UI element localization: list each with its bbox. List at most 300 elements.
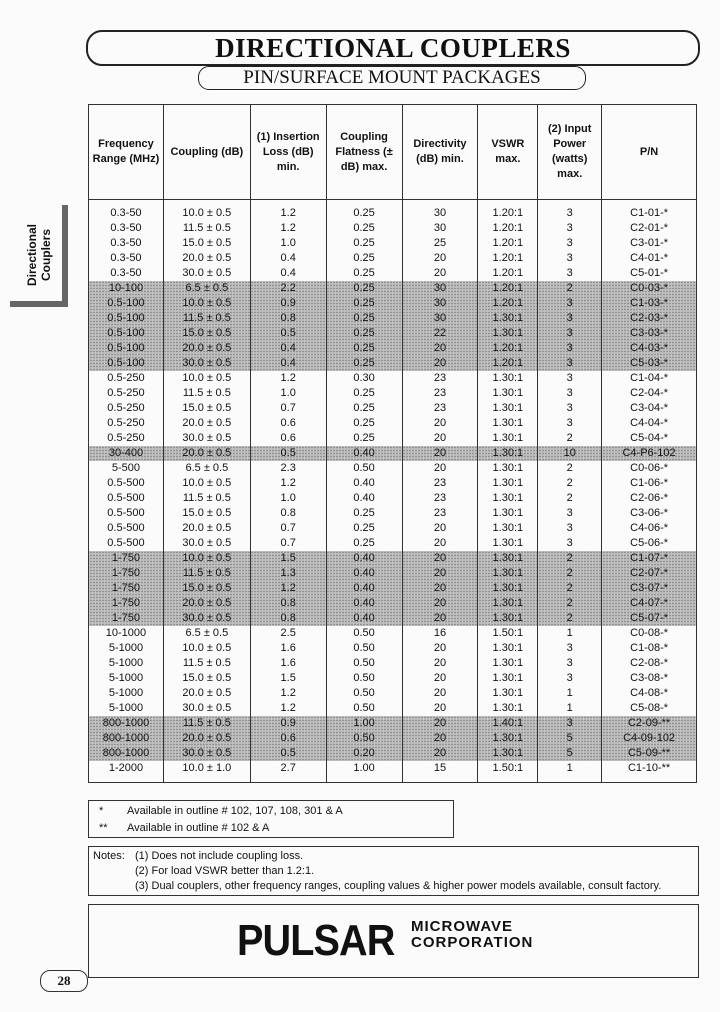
column-header: Coupling (dB) xyxy=(163,105,250,200)
vswr-cell: 1.50:1 xyxy=(478,626,538,641)
flatness-cell: 0.20 xyxy=(326,746,402,761)
flatness-cell: 0.25 xyxy=(326,221,402,236)
vswr-cell: 1.30:1 xyxy=(478,656,538,671)
table-row xyxy=(89,200,697,222)
directivity-cell: 20 xyxy=(402,251,478,266)
power-cell: 3 xyxy=(538,521,602,536)
company-logo-box xyxy=(88,904,699,978)
part-number-cell: C5-07-* xyxy=(602,611,697,626)
insertion-loss-cell: 1.2 xyxy=(250,221,326,236)
notes-label: Notes: xyxy=(93,850,125,862)
vswr-cell: 1.20:1 xyxy=(478,266,538,281)
vswr-cell: 1.30:1 xyxy=(478,311,538,326)
coupling-cell: 30.0 ± 0.5 xyxy=(163,431,250,446)
flatness-cell: 0.25 xyxy=(326,506,402,521)
power-cell: 3 xyxy=(538,536,602,551)
table-row xyxy=(89,596,697,611)
frequency-cell: 0.3-50 xyxy=(89,251,164,266)
coupling-cell: 11.5 ± 0.5 xyxy=(163,311,250,326)
coupling-cell: 10.0 ± 0.5 xyxy=(163,641,250,656)
flatness-cell: 0.25 xyxy=(326,401,402,416)
page-subtitle: PIN/SURFACE MOUNT PACKAGES xyxy=(198,66,586,90)
power-cell: 2 xyxy=(538,581,602,596)
table-body xyxy=(89,200,697,783)
vswr-cell: 1.30:1 xyxy=(478,611,538,626)
coupling-cell: 11.5 ± 0.5 xyxy=(163,386,250,401)
frequency-cell: 0.3-50 xyxy=(89,266,164,281)
flatness-cell: 0.25 xyxy=(326,266,402,281)
table-row xyxy=(89,656,697,671)
footnotes-box xyxy=(88,800,454,838)
coupling-cell: 15.0 ± 0.5 xyxy=(163,506,250,521)
coupling-cell: 11.5 ± 0.5 xyxy=(163,716,250,731)
frequency-cell: 1-750 xyxy=(89,581,164,596)
column-header: Coupling Flatness (± dB) max. xyxy=(326,105,402,200)
page-number: 28 xyxy=(40,970,88,992)
flatness-cell: 0.25 xyxy=(326,326,402,341)
table-row xyxy=(89,686,697,701)
frequency-cell: 0.5-100 xyxy=(89,311,164,326)
directivity-cell: 20 xyxy=(402,686,478,701)
flatness-cell: 0.40 xyxy=(326,476,402,491)
table-row xyxy=(89,566,697,581)
directivity-cell: 30 xyxy=(402,221,478,236)
insertion-loss-cell: 0.7 xyxy=(250,536,326,551)
power-cell: 2 xyxy=(538,281,602,296)
power-cell: 3 xyxy=(538,386,602,401)
table-row xyxy=(89,311,697,326)
insertion-loss-cell: 0.9 xyxy=(250,716,326,731)
power-cell: 3 xyxy=(538,221,602,236)
power-cell: 3 xyxy=(538,641,602,656)
directivity-cell: 20 xyxy=(402,716,478,731)
flatness-cell: 0.40 xyxy=(326,611,402,626)
insertion-loss-cell: 0.4 xyxy=(250,251,326,266)
insertion-loss-cell: 1.2 xyxy=(250,371,326,386)
footnote-text: Available in outline # 102, 107, 108, 301 & A xyxy=(127,805,343,817)
frequency-cell: 800-1000 xyxy=(89,731,164,746)
flatness-cell: 0.50 xyxy=(326,626,402,641)
flatness-cell: 0.25 xyxy=(326,356,402,371)
directivity-cell: 23 xyxy=(402,476,478,491)
flatness-cell: 0.25 xyxy=(326,521,402,536)
table-row xyxy=(89,731,697,746)
power-cell: 3 xyxy=(538,416,602,431)
directivity-cell: 20 xyxy=(402,746,478,761)
power-cell: 1 xyxy=(538,701,602,716)
insertion-loss-cell: 0.8 xyxy=(250,611,326,626)
directivity-cell: 20 xyxy=(402,551,478,566)
table-row xyxy=(89,626,697,641)
frequency-cell: 0.5-250 xyxy=(89,431,164,446)
vswr-cell: 1.30:1 xyxy=(478,686,538,701)
power-cell: 2 xyxy=(538,611,602,626)
flatness-cell: 0.50 xyxy=(326,461,402,476)
table-row xyxy=(89,671,697,686)
column-header: VSWR max. xyxy=(478,105,538,200)
insertion-loss-cell: 2.3 xyxy=(250,461,326,476)
frequency-cell: 10-1000 xyxy=(89,626,164,641)
directivity-cell: 20 xyxy=(402,566,478,581)
coupling-cell: 20.0 ± 0.5 xyxy=(163,416,250,431)
frequency-cell: 5-1000 xyxy=(89,641,164,656)
table-row xyxy=(89,446,697,461)
footnote-mark: ** xyxy=(99,822,108,834)
table-row xyxy=(89,341,697,356)
table-row xyxy=(89,476,697,491)
frequency-cell: 1-750 xyxy=(89,611,164,626)
vswr-cell: 1.30:1 xyxy=(478,386,538,401)
table-row xyxy=(89,506,697,521)
part-number-cell: C4-03-* xyxy=(602,341,697,356)
part-number-cell: C5-08-* xyxy=(602,701,697,716)
vswr-cell: 1.30:1 xyxy=(478,461,538,476)
flatness-cell: 0.50 xyxy=(326,731,402,746)
coupling-cell: 30.0 ± 0.5 xyxy=(163,266,250,281)
logo-subtitle xyxy=(411,919,533,951)
flatness-cell: 0.50 xyxy=(326,701,402,716)
vswr-cell: 1.20:1 xyxy=(478,251,538,266)
directivity-cell: 20 xyxy=(402,446,478,461)
table-row xyxy=(89,746,697,761)
flatness-cell: 0.40 xyxy=(326,581,402,596)
coupling-cell: 10.0 ± 1.0 xyxy=(163,761,250,783)
table-row xyxy=(89,701,697,716)
part-number-cell: C4-09-102 xyxy=(602,731,697,746)
part-number-cell: C5-09-** xyxy=(602,746,697,761)
table-row xyxy=(89,551,697,566)
insertion-loss-cell: 0.6 xyxy=(250,416,326,431)
frequency-cell: 0.5-250 xyxy=(89,401,164,416)
flatness-cell: 0.50 xyxy=(326,686,402,701)
coupling-cell: 15.0 ± 0.5 xyxy=(163,326,250,341)
part-number-cell: C2-07-* xyxy=(602,566,697,581)
insertion-loss-cell: 0.4 xyxy=(250,266,326,281)
frequency-cell: 5-1000 xyxy=(89,701,164,716)
logo-sub-line-1: MICROWAVE xyxy=(411,918,514,935)
frequency-cell: 0.5-500 xyxy=(89,521,164,536)
flatness-cell: 0.25 xyxy=(326,416,402,431)
part-number-cell: C0-06-* xyxy=(602,461,697,476)
frequency-cell: 1-2000 xyxy=(89,761,164,783)
insertion-loss-cell: 0.8 xyxy=(250,311,326,326)
part-number-cell: C2-03-* xyxy=(602,311,697,326)
table-row xyxy=(89,386,697,401)
flatness-cell: 0.25 xyxy=(326,341,402,356)
part-number-cell: C3-08-* xyxy=(602,671,697,686)
vswr-cell: 1.30:1 xyxy=(478,431,538,446)
part-number-cell: C1-10-** xyxy=(602,761,697,783)
insertion-loss-cell: 1.5 xyxy=(250,671,326,686)
directivity-cell: 20 xyxy=(402,596,478,611)
frequency-cell: 800-1000 xyxy=(89,716,164,731)
coupling-cell: 15.0 ± 0.5 xyxy=(163,401,250,416)
power-cell: 3 xyxy=(538,251,602,266)
vswr-cell: 1.30:1 xyxy=(478,731,538,746)
part-number-cell: C4-01-* xyxy=(602,251,697,266)
flatness-cell: 1.00 xyxy=(326,761,402,783)
flatness-cell: 0.25 xyxy=(326,431,402,446)
vswr-cell: 1.20:1 xyxy=(478,281,538,296)
coupling-cell: 30.0 ± 0.5 xyxy=(163,536,250,551)
part-number-cell: C2-04-* xyxy=(602,386,697,401)
frequency-cell: 5-1000 xyxy=(89,686,164,701)
table-row xyxy=(89,641,697,656)
vswr-cell: 1.40:1 xyxy=(478,716,538,731)
frequency-cell: 0.5-500 xyxy=(89,506,164,521)
part-number-cell: C1-04-* xyxy=(602,371,697,386)
frequency-cell: 0.3-50 xyxy=(89,221,164,236)
directivity-cell: 20 xyxy=(402,671,478,686)
directivity-cell: 20 xyxy=(402,356,478,371)
insertion-loss-cell: 1.2 xyxy=(250,200,326,222)
flatness-cell: 0.50 xyxy=(326,641,402,656)
table-row xyxy=(89,716,697,731)
part-number-cell: C0-08-* xyxy=(602,626,697,641)
part-number-cell: C4-P6-102 xyxy=(602,446,697,461)
insertion-loss-cell: 1.6 xyxy=(250,656,326,671)
directivity-cell: 20 xyxy=(402,431,478,446)
power-cell: 2 xyxy=(538,566,602,581)
frequency-cell: 1-750 xyxy=(89,566,164,581)
coupling-cell: 10.0 ± 0.5 xyxy=(163,476,250,491)
frequency-cell: 1-750 xyxy=(89,596,164,611)
frequency-cell: 0.3-50 xyxy=(89,200,164,222)
insertion-loss-cell: 0.8 xyxy=(250,596,326,611)
part-number-cell: C3-04-* xyxy=(602,401,697,416)
frequency-cell: 0.5-500 xyxy=(89,476,164,491)
frequency-cell: 5-1000 xyxy=(89,656,164,671)
flatness-cell: 0.30 xyxy=(326,371,402,386)
column-header: Directivity (dB) min. xyxy=(402,105,478,200)
insertion-loss-cell: 0.7 xyxy=(250,521,326,536)
directivity-cell: 20 xyxy=(402,581,478,596)
frequency-cell: 10-100 xyxy=(89,281,164,296)
vswr-cell: 1.30:1 xyxy=(478,551,538,566)
part-number-cell: C1-03-* xyxy=(602,296,697,311)
power-cell: 3 xyxy=(538,341,602,356)
coupling-cell: 6.5 ± 0.5 xyxy=(163,626,250,641)
power-cell: 2 xyxy=(538,551,602,566)
directivity-cell: 20 xyxy=(402,656,478,671)
directivity-cell: 20 xyxy=(402,461,478,476)
frequency-cell: 0.5-250 xyxy=(89,386,164,401)
power-cell: 2 xyxy=(538,491,602,506)
directivity-cell: 30 xyxy=(402,311,478,326)
table-row xyxy=(89,521,697,536)
part-number-cell: C5-04-* xyxy=(602,431,697,446)
footnote xyxy=(89,821,453,835)
flatness-cell: 0.40 xyxy=(326,491,402,506)
part-number-cell: C1-06-* xyxy=(602,476,697,491)
power-cell: 3 xyxy=(538,266,602,281)
flatness-cell: 0.25 xyxy=(326,296,402,311)
frequency-cell: 0.5-250 xyxy=(89,371,164,386)
section-side-tab xyxy=(10,205,68,307)
frequency-cell: 0.5-500 xyxy=(89,491,164,506)
vswr-cell: 1.30:1 xyxy=(478,641,538,656)
coupling-cell: 15.0 ± 0.5 xyxy=(163,671,250,686)
frequency-cell: 1-750 xyxy=(89,551,164,566)
power-cell: 5 xyxy=(538,746,602,761)
vswr-cell: 1.30:1 xyxy=(478,521,538,536)
vswr-cell: 1.30:1 xyxy=(478,746,538,761)
notes-box xyxy=(88,846,699,896)
insertion-loss-cell: 1.3 xyxy=(250,566,326,581)
power-cell: 3 xyxy=(538,671,602,686)
part-number-cell: C2-06-* xyxy=(602,491,697,506)
side-tab-label: Directional Couplers xyxy=(25,224,53,287)
note-1: (1) Does not include coupling loss. xyxy=(135,850,304,862)
frequency-cell: 0.5-250 xyxy=(89,416,164,431)
logo-wordmark: PULSAR xyxy=(237,916,395,965)
insertion-loss-cell: 0.4 xyxy=(250,356,326,371)
directivity-cell: 16 xyxy=(402,626,478,641)
page-title: DIRECTIONAL COUPLERS xyxy=(86,30,700,66)
power-cell: 3 xyxy=(538,326,602,341)
insertion-loss-cell: 1.2 xyxy=(250,581,326,596)
directivity-cell: 20 xyxy=(402,521,478,536)
insertion-loss-cell: 1.0 xyxy=(250,386,326,401)
note-2: (2) For load VSWR better than 1.2:1. xyxy=(135,865,315,877)
insertion-loss-cell: 0.7 xyxy=(250,401,326,416)
flatness-cell: 0.25 xyxy=(326,200,402,222)
frequency-cell: 0.5-500 xyxy=(89,536,164,551)
coupling-cell: 10.0 ± 0.5 xyxy=(163,296,250,311)
table-row xyxy=(89,371,697,386)
directivity-cell: 25 xyxy=(402,236,478,251)
part-number-cell: C2-09-** xyxy=(602,716,697,731)
directivity-cell: 30 xyxy=(402,200,478,222)
table-row xyxy=(89,611,697,626)
coupling-cell: 20.0 ± 0.5 xyxy=(163,596,250,611)
directivity-cell: 30 xyxy=(402,296,478,311)
insertion-loss-cell: 1.2 xyxy=(250,701,326,716)
directivity-cell: 23 xyxy=(402,506,478,521)
power-cell: 2 xyxy=(538,431,602,446)
coupling-cell: 20.0 ± 0.5 xyxy=(163,251,250,266)
insertion-loss-cell: 0.8 xyxy=(250,506,326,521)
part-number-cell: C3-03-* xyxy=(602,326,697,341)
coupling-cell: 20.0 ± 0.5 xyxy=(163,341,250,356)
power-cell: 3 xyxy=(538,311,602,326)
flatness-cell: 0.50 xyxy=(326,671,402,686)
frequency-cell: 0.5-100 xyxy=(89,341,164,356)
coupling-cell: 20.0 ± 0.5 xyxy=(163,521,250,536)
flatness-cell: 0.40 xyxy=(326,566,402,581)
table-row xyxy=(89,461,697,476)
insertion-loss-cell: 0.5 xyxy=(250,326,326,341)
vswr-cell: 1.30:1 xyxy=(478,446,538,461)
directivity-cell: 20 xyxy=(402,641,478,656)
coupling-cell: 20.0 ± 0.5 xyxy=(163,446,250,461)
directivity-cell: 23 xyxy=(402,491,478,506)
vswr-cell: 1.20:1 xyxy=(478,236,538,251)
insertion-loss-cell: 0.5 xyxy=(250,446,326,461)
coupling-cell: 11.5 ± 0.5 xyxy=(163,221,250,236)
flatness-cell: 1.00 xyxy=(326,716,402,731)
vswr-cell: 1.20:1 xyxy=(478,221,538,236)
note-3: (3) Dual couplers, other frequency ranges, coupling values & higher power models available, consult factory. xyxy=(135,880,662,892)
power-cell: 1 xyxy=(538,686,602,701)
part-number-cell: C4-06-* xyxy=(602,521,697,536)
power-cell: 3 xyxy=(538,356,602,371)
power-cell: 3 xyxy=(538,200,602,222)
power-cell: 1 xyxy=(538,761,602,783)
vswr-cell: 1.30:1 xyxy=(478,671,538,686)
power-cell: 1 xyxy=(538,626,602,641)
flatness-cell: 0.25 xyxy=(326,536,402,551)
frequency-cell: 800-1000 xyxy=(89,746,164,761)
part-number-cell: C3-06-* xyxy=(602,506,697,521)
vswr-cell: 1.50:1 xyxy=(478,761,538,783)
part-number-cell: C1-07-* xyxy=(602,551,697,566)
vswr-cell: 1.30:1 xyxy=(478,416,538,431)
frequency-cell: 0.3-50 xyxy=(89,236,164,251)
part-number-cell: C3-01-* xyxy=(602,236,697,251)
directivity-cell: 20 xyxy=(402,416,478,431)
vswr-cell: 1.20:1 xyxy=(478,356,538,371)
directivity-cell: 20 xyxy=(402,266,478,281)
frequency-cell: 0.5-100 xyxy=(89,326,164,341)
power-cell: 3 xyxy=(538,506,602,521)
vswr-cell: 1.30:1 xyxy=(478,536,538,551)
table-row xyxy=(89,356,697,371)
part-number-cell: C2-08-* xyxy=(602,656,697,671)
directivity-cell: 23 xyxy=(402,371,478,386)
insertion-loss-cell: 2.5 xyxy=(250,626,326,641)
vswr-cell: 1.30:1 xyxy=(478,506,538,521)
flatness-cell: 0.25 xyxy=(326,281,402,296)
footnote-text: Available in outline # 102 & A xyxy=(127,822,270,834)
column-header: (1) Insertion Loss (dB) min. xyxy=(250,105,326,200)
directivity-cell: 20 xyxy=(402,701,478,716)
frequency-cell: 0.5-100 xyxy=(89,296,164,311)
insertion-loss-cell: 2.2 xyxy=(250,281,326,296)
frequency-cell: 30-400 xyxy=(89,446,164,461)
table-row xyxy=(89,326,697,341)
vswr-cell: 1.30:1 xyxy=(478,566,538,581)
power-cell: 2 xyxy=(538,596,602,611)
insertion-loss-cell: 1.2 xyxy=(250,686,326,701)
table-row xyxy=(89,536,697,551)
coupling-cell: 10.0 ± 0.5 xyxy=(163,371,250,386)
table-row xyxy=(89,401,697,416)
table-row xyxy=(89,281,697,296)
column-header: P/N xyxy=(602,105,697,200)
directivity-cell: 23 xyxy=(402,386,478,401)
part-number-cell: C4-07-* xyxy=(602,596,697,611)
column-header: (2) Input Power (watts) max. xyxy=(538,105,602,200)
coupling-cell: 10.0 ± 0.5 xyxy=(163,551,250,566)
insertion-loss-cell: 0.4 xyxy=(250,341,326,356)
coupling-cell: 30.0 ± 0.5 xyxy=(163,701,250,716)
part-number-cell: C1-08-* xyxy=(602,641,697,656)
coupling-cell: 6.5 ± 0.5 xyxy=(163,461,250,476)
part-number-cell: C4-08-* xyxy=(602,686,697,701)
directivity-cell: 20 xyxy=(402,341,478,356)
table-row xyxy=(89,251,697,266)
power-cell: 2 xyxy=(538,476,602,491)
insertion-loss-cell: 0.9 xyxy=(250,296,326,311)
insertion-loss-cell: 1.5 xyxy=(250,551,326,566)
frequency-cell: 0.5-100 xyxy=(89,356,164,371)
vswr-cell: 1.30:1 xyxy=(478,701,538,716)
part-number-cell: C4-04-* xyxy=(602,416,697,431)
footnote xyxy=(89,804,453,818)
table-row xyxy=(89,296,697,311)
coupling-cell: 6.5 ± 0.5 xyxy=(163,281,250,296)
